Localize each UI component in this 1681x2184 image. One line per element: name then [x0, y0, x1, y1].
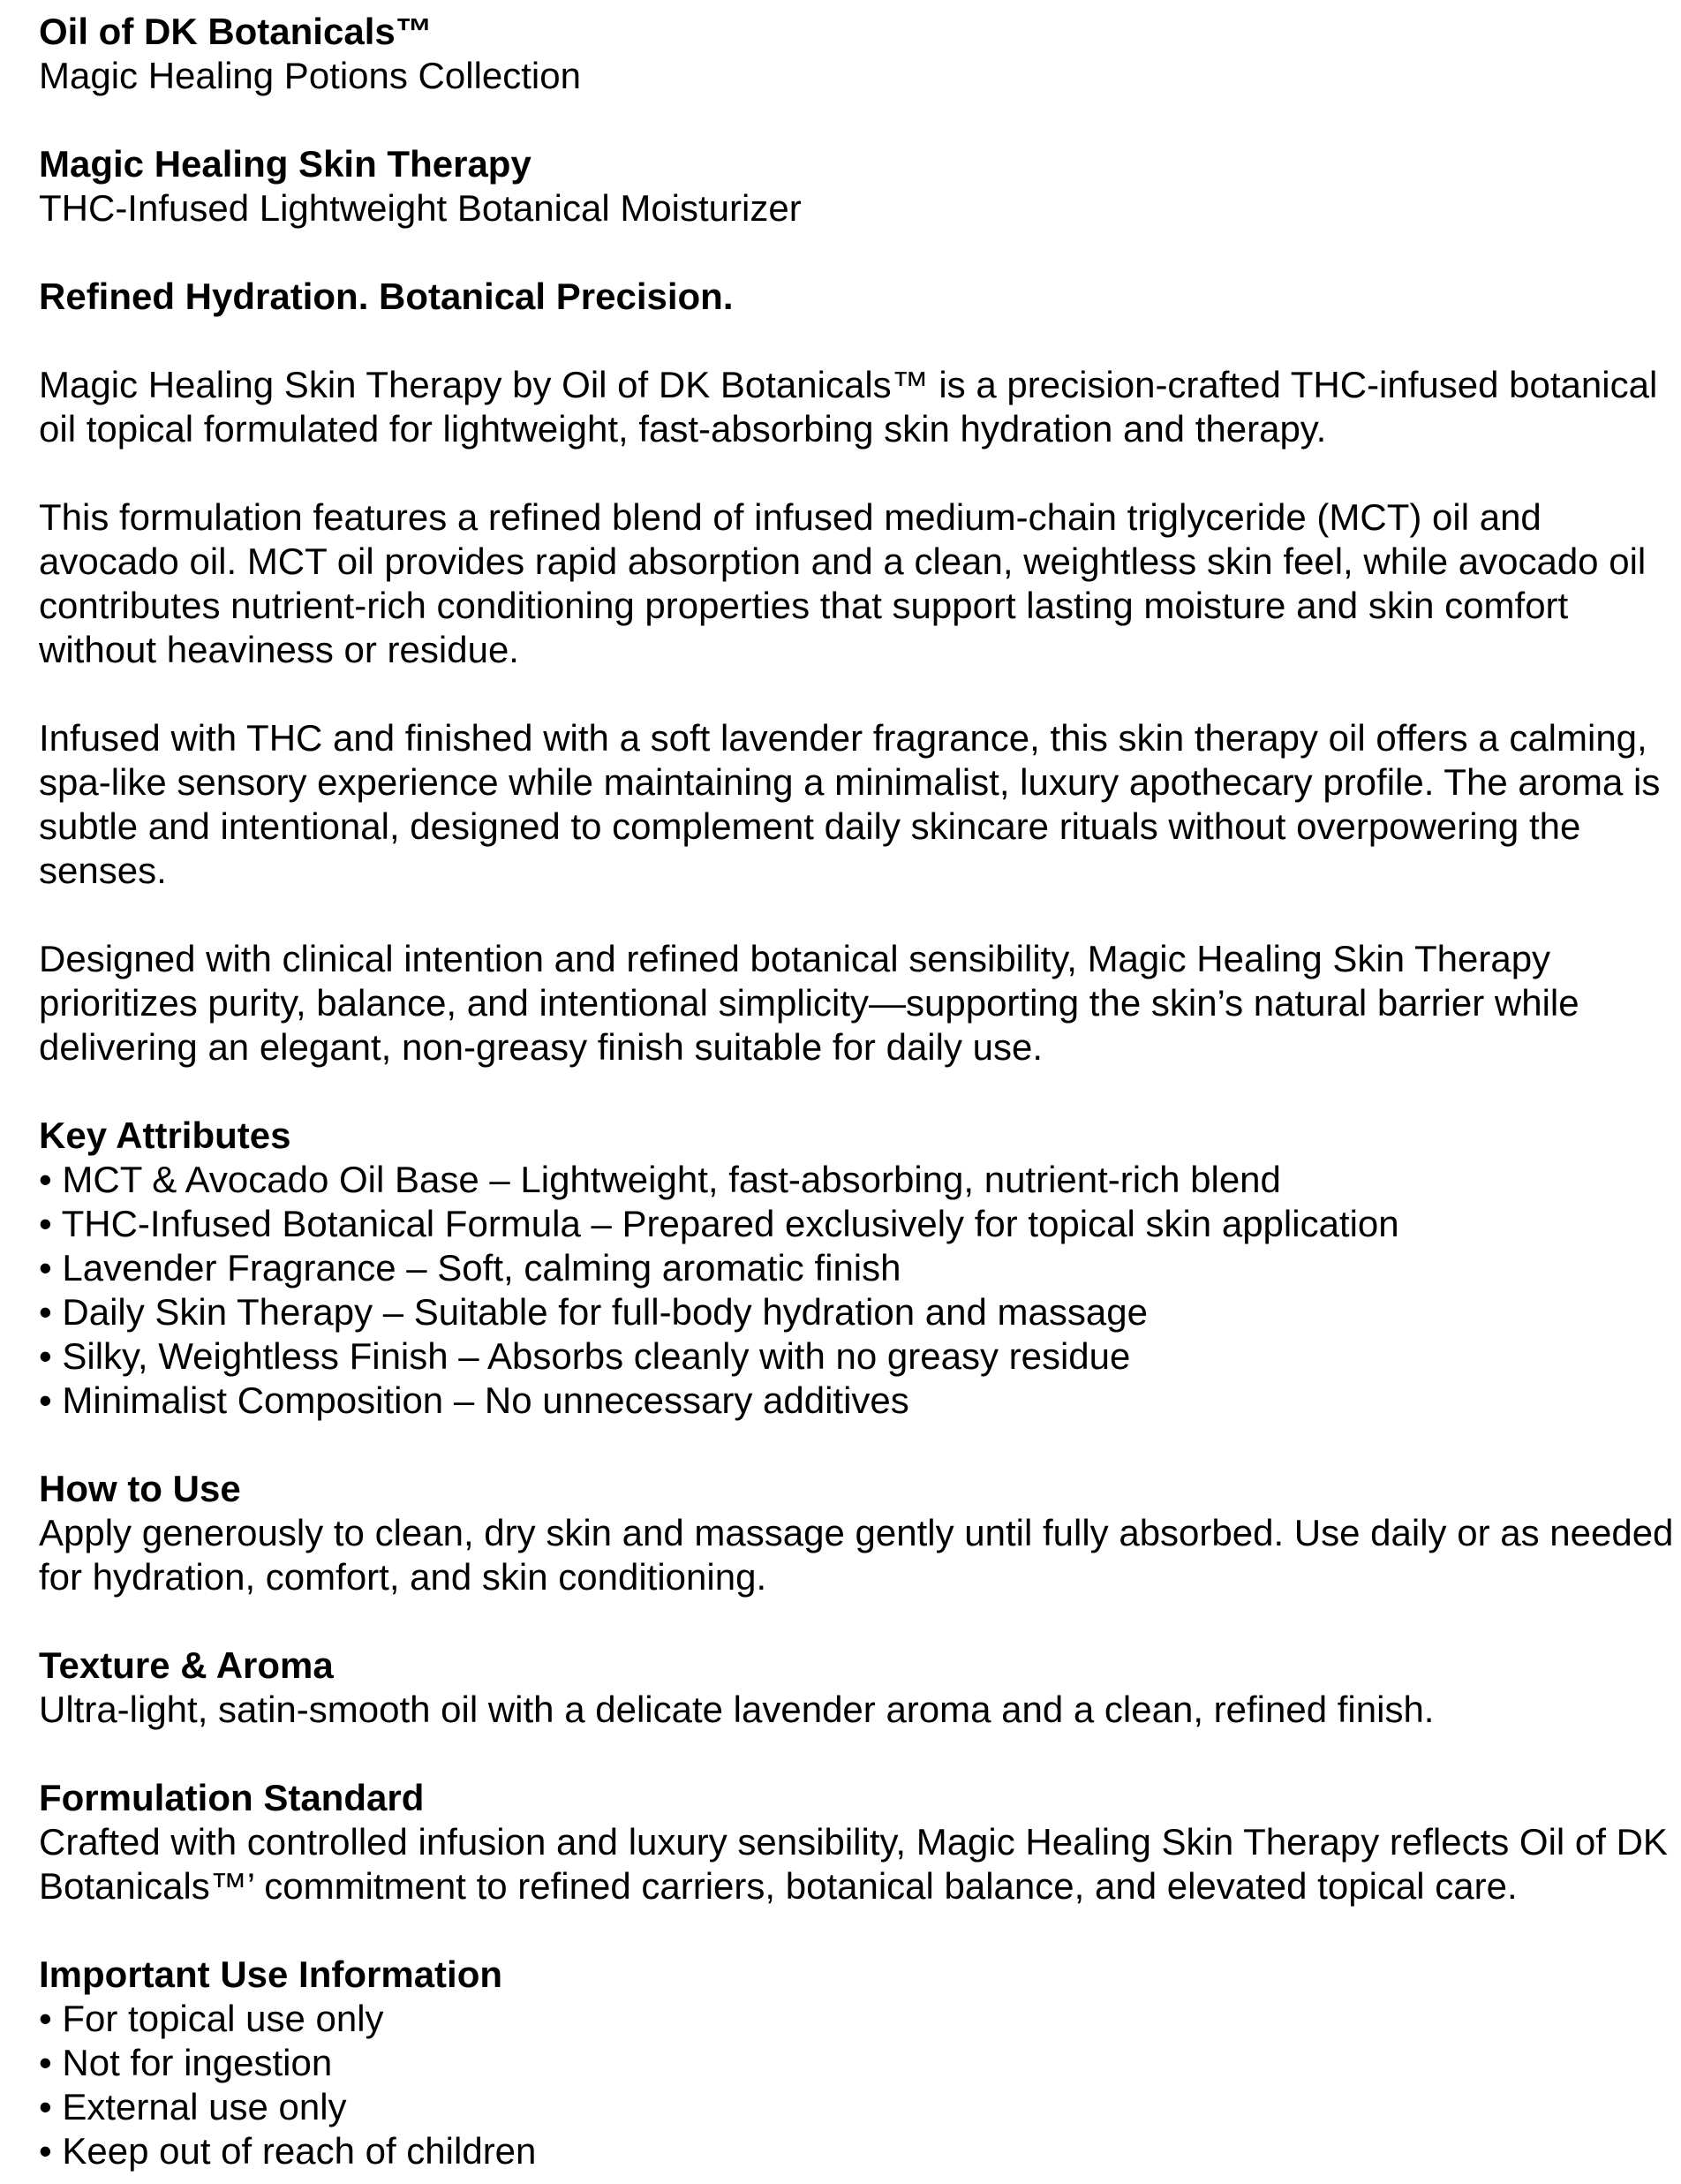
- bullet-item: • Minimalist Composition – No unnecessary additives: [39, 1379, 909, 1421]
- body-line: Infused with THC and finished with a soft lavender fragrance, this skin therapy oil offers a calming,: [39, 717, 1647, 759]
- bullet-item: • Silky, Weightless Finish – Absorbs cleanly with no greasy residue: [39, 1335, 1131, 1377]
- product-title: [39, 142, 1655, 230]
- product-name: Magic Healing Skin Therapy: [39, 143, 531, 185]
- bullet-item: • Keep out of reach of children: [39, 2130, 537, 2172]
- bullet-item: • For topical use only: [39, 1998, 384, 2039]
- body-line: Designed with clinical intention and refined botanical sensibility, Magic Healing Skin Therapy: [39, 938, 1551, 979]
- bullet-item: • Not for ingestion: [39, 2042, 333, 2083]
- body-line: Ultra-light, satin-smooth oil with a delicate lavender aroma and a clean, refined finish.: [39, 1689, 1435, 1730]
- body-line: senses.: [39, 850, 167, 891]
- body-line: Botanicals™’ commitment to refined carriers, botanical balance, and elevated topical care.: [39, 1865, 1518, 1907]
- bullet-item: • THC-Infused Botanical Formula – Prepared exclusively for topical skin application: [39, 1203, 1399, 1244]
- collection-name: Magic Healing Potions Collection: [39, 55, 581, 96]
- bullet-item: • Daily Skin Therapy – Suitable for full-body hydration and massage: [39, 1291, 1148, 1333]
- section-heading: How to Use: [39, 1468, 241, 1509]
- bullet-item: • External use only: [39, 2086, 347, 2127]
- important-use-section: [39, 1953, 1655, 2173]
- body-line: Apply generously to clean, dry skin and massage gently until fully absorbed. Use daily or as needed: [39, 1512, 1674, 1553]
- body-line: spa-like sensory experience while maintaining a minimalist, luxury apothecary profile. The aroma is: [39, 761, 1661, 803]
- brand-header: [39, 10, 1655, 98]
- design-paragraph: [39, 937, 1655, 1069]
- bullet-item: • MCT & Avocado Oil Base – Lightweight, fast-absorbing, nutrient-rich blend: [39, 1159, 1281, 1200]
- body-line: oil topical formulated for lightweight, fast-absorbing skin hydration and therapy.: [39, 408, 1327, 450]
- body-line: Magic Healing Skin Therapy by Oil of DK Botanicals™ is a precision-crafted THC-infused botanical: [39, 364, 1658, 405]
- formulation-paragraph: [39, 495, 1655, 672]
- intro-paragraph: [39, 363, 1658, 451]
- how-to-use-section: [39, 1467, 1674, 1599]
- body-line: avocado oil. MCT oil provides rapid absorption and a clean, weightless skin feel, while avocado oil: [39, 540, 1647, 582]
- bullet-item: • Lavender Fragrance – Soft, calming aromatic finish: [39, 1247, 901, 1288]
- tagline-heading: Refined Hydration. Botanical Precision.: [39, 276, 734, 317]
- texture-aroma-section: [39, 1644, 1655, 1732]
- brand-name: Oil of DK Botanicals™: [39, 11, 433, 52]
- section-heading: Formulation Standard: [39, 1777, 425, 1818]
- fragrance-paragraph: [39, 716, 1661, 893]
- body-line: delivering an elegant, non-greasy finish suitable for daily use.: [39, 1026, 1044, 1068]
- section-heading: Important Use Information: [39, 1954, 503, 1995]
- body-line: contributes nutrient-rich conditioning properties that support lasting moisture and skin comfort: [39, 585, 1569, 626]
- body-line: prioritizes purity, balance, and intentional simplicity—supporting the skin’s natural barrier while: [39, 982, 1579, 1024]
- body-line: subtle and intentional, designed to complement daily skincare rituals without overpowering the: [39, 805, 1581, 847]
- body-line: without heaviness or residue.: [39, 629, 519, 670]
- body-line: This formulation features a refined blend of infused medium-chain triglyceride (MCT) oil and: [39, 496, 1542, 538]
- section-heading: Texture & Aroma: [39, 1644, 334, 1686]
- section-heading: Key Attributes: [39, 1115, 291, 1156]
- tagline: [39, 275, 1655, 319]
- product-descriptor: THC-Infused Lightweight Botanical Moisturizer: [39, 187, 802, 229]
- formulation-standard-section: [39, 1776, 1668, 1908]
- body-line: for hydration, comfort, and skin conditioning.: [39, 1556, 767, 1598]
- key-attributes-section: [39, 1114, 1655, 1423]
- body-line: Crafted with controlled infusion and luxury sensibility, Magic Healing Skin Therapy reflects Oil of DK: [39, 1821, 1668, 1863]
